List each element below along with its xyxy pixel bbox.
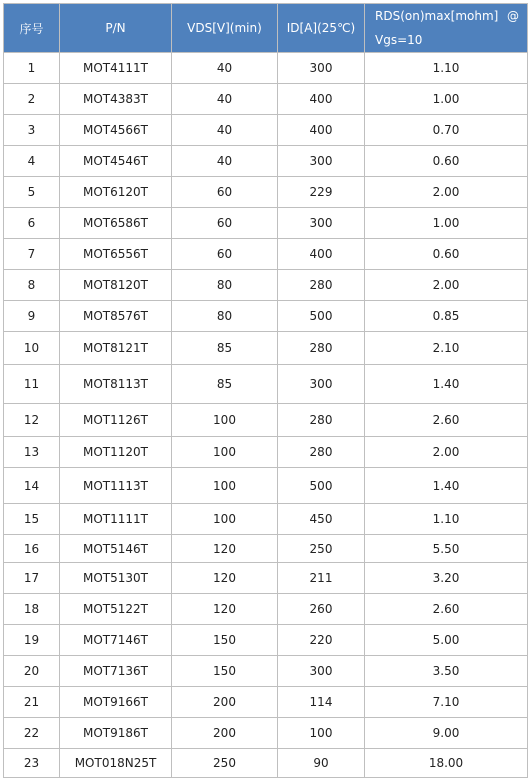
mosfet-spec-table <box>3 3 528 778</box>
cell-id: 300 <box>278 365 365 404</box>
table-row <box>4 437 528 468</box>
cell-part-number: MOT6556T <box>60 239 172 270</box>
cell-vds: 80 <box>172 270 278 301</box>
cell-index: 22 <box>4 718 60 749</box>
cell-index: 5 <box>4 177 60 208</box>
cell-part-number: MOT5146T <box>60 535 172 563</box>
cell-rds: 0.60 <box>365 239 528 270</box>
cell-part-number: MOT4383T <box>60 84 172 115</box>
cell-id: 220 <box>278 625 365 656</box>
cell-id: 280 <box>278 404 365 437</box>
cell-id: 450 <box>278 504 365 535</box>
table-row <box>4 594 528 625</box>
table-row <box>4 301 528 332</box>
cell-vds: 200 <box>172 687 278 718</box>
table-row <box>4 332 528 365</box>
cell-vds: 250 <box>172 749 278 778</box>
cell-rds: 5.00 <box>365 625 528 656</box>
cell-part-number: MOT1113T <box>60 468 172 504</box>
cell-id: 280 <box>278 270 365 301</box>
table-row <box>4 468 528 504</box>
cell-part-number: MOT8121T <box>60 332 172 365</box>
cell-part-number: MOT9166T <box>60 687 172 718</box>
cell-id: 280 <box>278 437 365 468</box>
cell-index: 2 <box>4 84 60 115</box>
cell-id: 90 <box>278 749 365 778</box>
table-row <box>4 84 528 115</box>
cell-index: 4 <box>4 146 60 177</box>
cell-id: 211 <box>278 563 365 594</box>
cell-rds: 1.00 <box>365 84 528 115</box>
header-vds: VDS[V](min) <box>172 4 278 53</box>
cell-part-number: MOT1126T <box>60 404 172 437</box>
cell-part-number: MOT5130T <box>60 563 172 594</box>
cell-vds: 60 <box>172 177 278 208</box>
table-row <box>4 625 528 656</box>
cell-rds: 3.50 <box>365 656 528 687</box>
cell-vds: 100 <box>172 504 278 535</box>
cell-id: 300 <box>278 208 365 239</box>
table-row <box>4 656 528 687</box>
cell-index: 13 <box>4 437 60 468</box>
cell-index: 9 <box>4 301 60 332</box>
cell-id: 400 <box>278 239 365 270</box>
cell-id: 500 <box>278 468 365 504</box>
cell-index: 7 <box>4 239 60 270</box>
cell-vds: 100 <box>172 468 278 504</box>
cell-rds: 5.50 <box>365 535 528 563</box>
table-header-row <box>4 4 528 53</box>
cell-part-number: MOT4566T <box>60 115 172 146</box>
table-row <box>4 365 528 404</box>
cell-index: 12 <box>4 404 60 437</box>
header-rds-title: RDS(on)max[mohm] <box>375 9 499 23</box>
cell-vds: 100 <box>172 404 278 437</box>
cell-id: 260 <box>278 594 365 625</box>
cell-id: 100 <box>278 718 365 749</box>
header-rds <box>365 4 528 53</box>
table-row <box>4 270 528 301</box>
cell-vds: 120 <box>172 535 278 563</box>
table-row <box>4 146 528 177</box>
table-row <box>4 208 528 239</box>
cell-id: 300 <box>278 146 365 177</box>
table-row <box>4 718 528 749</box>
header-rds-at: @ <box>507 9 519 23</box>
cell-vds: 150 <box>172 656 278 687</box>
cell-index: 18 <box>4 594 60 625</box>
cell-id: 229 <box>278 177 365 208</box>
cell-rds: 2.00 <box>365 437 528 468</box>
cell-index: 14 <box>4 468 60 504</box>
table-row <box>4 687 528 718</box>
cell-vds: 85 <box>172 365 278 404</box>
cell-part-number: MOT7136T <box>60 656 172 687</box>
cell-id: 114 <box>278 687 365 718</box>
cell-part-number: MOT4546T <box>60 146 172 177</box>
cell-part-number: MOT1120T <box>60 437 172 468</box>
cell-id: 400 <box>278 84 365 115</box>
cell-index: 21 <box>4 687 60 718</box>
cell-part-number: MOT1111T <box>60 504 172 535</box>
cell-rds: 3.20 <box>365 563 528 594</box>
cell-index: 23 <box>4 749 60 778</box>
header-id: ID[A](25℃) <box>278 4 365 53</box>
table-row <box>4 177 528 208</box>
cell-index: 10 <box>4 332 60 365</box>
cell-part-number: MOT5122T <box>60 594 172 625</box>
cell-vds: 120 <box>172 594 278 625</box>
cell-rds: 1.40 <box>365 365 528 404</box>
cell-vds: 150 <box>172 625 278 656</box>
cell-index: 8 <box>4 270 60 301</box>
cell-part-number: MOT8576T <box>60 301 172 332</box>
cell-vds: 40 <box>172 53 278 84</box>
cell-index: 6 <box>4 208 60 239</box>
cell-vds: 40 <box>172 84 278 115</box>
cell-id: 300 <box>278 656 365 687</box>
cell-vds: 40 <box>172 115 278 146</box>
cell-part-number: MOT8120T <box>60 270 172 301</box>
cell-rds: 0.85 <box>365 301 528 332</box>
cell-id: 300 <box>278 53 365 84</box>
table-row <box>4 535 528 563</box>
cell-index: 15 <box>4 504 60 535</box>
spec-table-container <box>3 3 527 778</box>
cell-index: 3 <box>4 115 60 146</box>
cell-id: 400 <box>278 115 365 146</box>
table-row <box>4 563 528 594</box>
table-row <box>4 404 528 437</box>
cell-vds: 80 <box>172 301 278 332</box>
cell-rds: 2.60 <box>365 404 528 437</box>
cell-index: 16 <box>4 535 60 563</box>
cell-index: 1 <box>4 53 60 84</box>
table-row <box>4 239 528 270</box>
cell-vds: 85 <box>172 332 278 365</box>
cell-rds: 1.40 <box>365 468 528 504</box>
table-row <box>4 504 528 535</box>
cell-rds: 0.70 <box>365 115 528 146</box>
header-index: 序号 <box>4 4 60 53</box>
cell-part-number: MOT9186T <box>60 718 172 749</box>
cell-rds: 18.00 <box>365 749 528 778</box>
cell-vds: 100 <box>172 437 278 468</box>
cell-rds: 1.00 <box>365 208 528 239</box>
cell-index: 11 <box>4 365 60 404</box>
cell-rds: 2.00 <box>365 177 528 208</box>
cell-index: 19 <box>4 625 60 656</box>
cell-rds: 7.10 <box>365 687 528 718</box>
cell-id: 500 <box>278 301 365 332</box>
table-row <box>4 115 528 146</box>
cell-part-number: MOT4111T <box>60 53 172 84</box>
cell-part-number: MOT6586T <box>60 208 172 239</box>
cell-part-number: MOT8113T <box>60 365 172 404</box>
cell-rds: 2.10 <box>365 332 528 365</box>
cell-vds: 120 <box>172 563 278 594</box>
cell-part-number: MOT7146T <box>60 625 172 656</box>
cell-rds: 1.10 <box>365 504 528 535</box>
cell-rds: 0.60 <box>365 146 528 177</box>
cell-part-number: MOT018N25T <box>60 749 172 778</box>
cell-index: 20 <box>4 656 60 687</box>
cell-vds: 40 <box>172 146 278 177</box>
cell-rds: 9.00 <box>365 718 528 749</box>
table-row <box>4 53 528 84</box>
cell-rds: 2.00 <box>365 270 528 301</box>
cell-id: 250 <box>278 535 365 563</box>
cell-part-number: MOT6120T <box>60 177 172 208</box>
cell-vds: 60 <box>172 208 278 239</box>
cell-rds: 2.60 <box>365 594 528 625</box>
cell-index: 17 <box>4 563 60 594</box>
cell-vds: 200 <box>172 718 278 749</box>
table-body <box>4 53 528 778</box>
cell-rds: 1.10 <box>365 53 528 84</box>
header-part-number: P/N <box>60 4 172 53</box>
cell-vds: 60 <box>172 239 278 270</box>
table-row <box>4 749 528 778</box>
header-rds-condition: Vgs=10 <box>375 33 423 47</box>
cell-id: 280 <box>278 332 365 365</box>
